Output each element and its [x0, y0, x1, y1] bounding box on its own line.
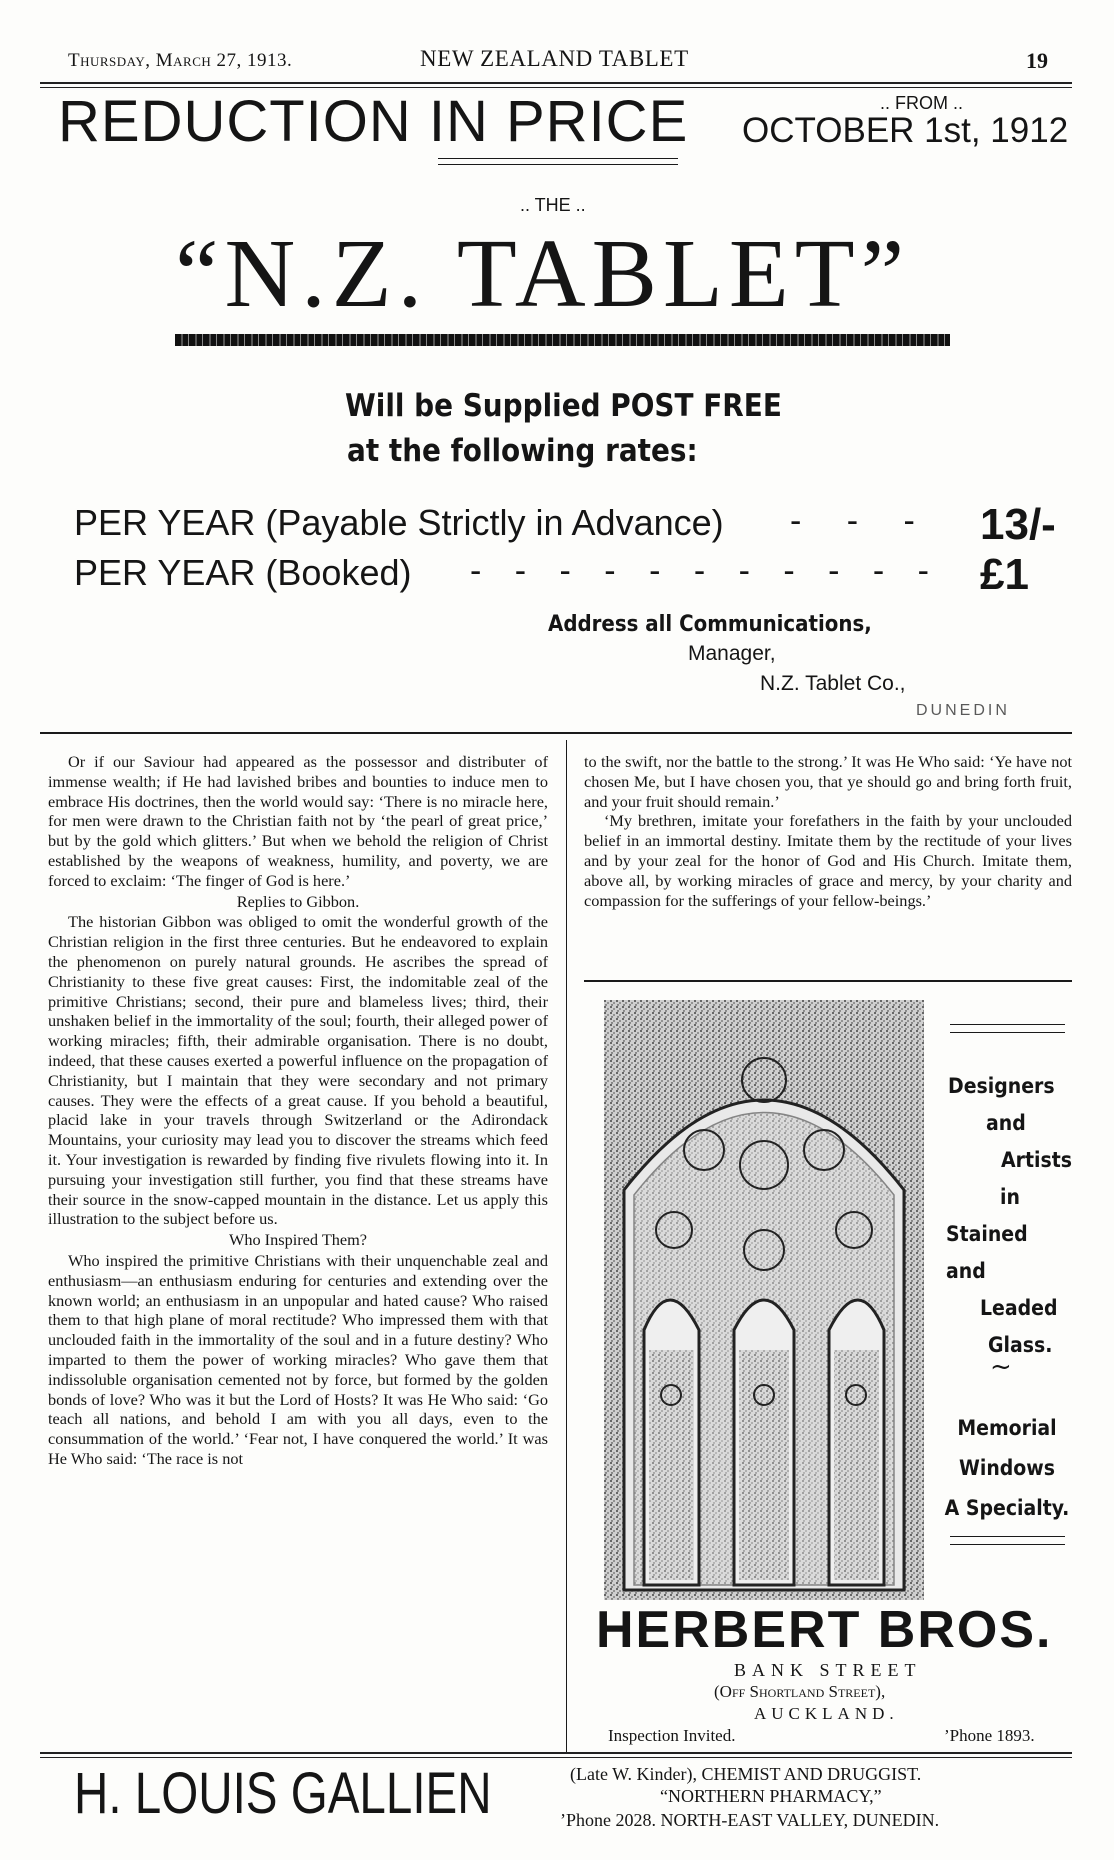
right-column-rule — [584, 980, 1072, 982]
article-subheading-inspired: Who Inspired Them? — [228, 1230, 368, 1250]
ad-side-rule — [950, 1024, 1065, 1025]
ad-specialty-line: Windows — [959, 1456, 1055, 1480]
gallien-name: H. LOUIS GALLIEN — [74, 1761, 492, 1826]
herbert-street: BANK STREET — [734, 1660, 922, 1680]
column-divider — [566, 740, 567, 1752]
ad-title-decorative-bar — [175, 334, 950, 346]
article-left-column — [48, 752, 548, 1469]
ad-headline-underline-2 — [438, 164, 678, 165]
rate-price-advance: 13/- — [980, 500, 1056, 549]
ad-service-line: Leaded — [980, 1296, 1058, 1320]
article-paragraph: Who inspired the primitive Christians with their unquenchable zeal and enthusiasm—an enthusiasm enduring for centuries and extending over the known world; an enthusiasm in an unpopular and hated cause? Who raised them to that high plane of moral rectitude? Who impressed them with that unclouded faith in the immortality of the soul and in a future destiny? Who imparted to them the power of working miracles? Who gave them that indissoluble organisation cemented not by force, but formed by the golden bonds of love? Who was it but the Lord of Hosts? It was He Who said: ‘Go teach all nations, and behold I am with you all days, even to the consummation of the world.’ ‘Fear not, I have conquered the world.’ It was He Who said: ‘The race is not — [48, 1250, 548, 1468]
herbert-city: AUCKLAND. — [754, 1704, 899, 1723]
ornament-flourish: ~ — [990, 1352, 1012, 1382]
ad-service-line: in — [1000, 1185, 1020, 1209]
section-rule-bottom — [40, 1752, 1072, 1758]
ad-supplied-line-2: at the following rates: — [347, 433, 698, 469]
stained-glass-window-illustration — [604, 1000, 924, 1600]
ad-services-list — [942, 1068, 1072, 1364]
herbert-phone: ’Phone 1893. — [944, 1726, 1035, 1745]
article-right-column — [584, 752, 1072, 910]
address-line-3: N.Z. Tablet Co., — [760, 672, 906, 695]
gallien-line-3: ’Phone 2028. NORTH-EAST VALLEY, DUNEDIN. — [560, 1810, 940, 1830]
ad-side-rule — [950, 1032, 1065, 1033]
header-date: Thursday, March 27, 1913. — [68, 50, 293, 71]
ad-from-date: OCTOBER 1st, 1912 — [742, 111, 1069, 150]
article-paragraph: to the swift, nor the battle to the strong.’ It was He Who said: ‘Ye have not chosen Me, but I have chosen you, that ye should go and bring forth fruit, and your fruit should remain.’ — [584, 752, 1072, 811]
address-line-4: DUNEDIN — [916, 702, 1010, 719]
ad-side-rule — [950, 1544, 1065, 1545]
ad-headline-underline — [438, 158, 678, 159]
ad-service-line: Glass. — [988, 1333, 1053, 1357]
ad-specialty-list — [942, 1408, 1072, 1528]
ad-the-label: .. THE .. — [520, 195, 586, 215]
rate-label-advance: PER YEAR (Payable Strictly in Advance) — [74, 502, 724, 543]
herbert-bros-name: HERBERT BROS. — [596, 1601, 1053, 1659]
address-line-1: Address all Communications, — [548, 612, 872, 637]
herbert-inspection: Inspection Invited. — [608, 1726, 736, 1745]
rate-price-booked: £1 — [980, 550, 1029, 599]
article-paragraph: ‘My brethren, imitate your forefathers in the faith by your unclouded belief in an immortal destiny. Imitate them by the rectitude of your lives and by your zeal for the honor of God and His Church. Imitate them, above all, by working miracles of grace and mercy, by your charity and compassion for the sufferings of your fellow-beings.’ — [584, 811, 1072, 910]
header-paper-name: NEW ZEALAND TABLET — [420, 46, 689, 71]
article-paragraph: Or if our Saviour had appeared as the possessor and distributer of immense wealth; if He had lavished bribes and bounties to induce men to embrace His doctrines, then the world would say: ‘There is no miracle here, for men were drawn to the Christian faith not by ‘the pearl of great price,’ but by the gold which glitters.’ But when we behold the religion of Christ established by the weapons of weakness, humility, and poverty, we are forced to exclaim: ‘The finger of God is here.’ — [48, 752, 548, 890]
ad-side-rule — [950, 1536, 1065, 1537]
rate-dots-booked: - - - - - - - - - - - — [470, 552, 942, 590]
article-paragraph: The historian Gibbon was obliged to omit the wonderful growth of the Christian religion in the first three centuries. But he endeavored to explain the phenomenon on purely natural grounds. He ascribes the spread of Christianity to these five great causes: First, the indomitable zeal of the primitive Christians; second, their pure and blameless lives; third, their unshaken belief in the immortality of the soul; fourth, their alleged power of working miracles; fifth, their admirable organisation. There is no doubt, indeed, that these causes exerted a powerful influence on the propagation of Christianity, but I maintain that they were secondary and not primary causes. They were the effects of a great cause. If you behold a beautiful, placid lake in your travels through Switzerland or the Adirondack Mountains, your curiosity may lead you to discover the streams which feed it. Your investigation is rewarded by finding five rivulets flowing into it. In pursuing your investigation still further, you find that these streams have their source in the snow-capped mountain in the distance. Let us apply this illustration to the subject before us. — [48, 912, 548, 1229]
herbert-off-street: (Off Shortland Street), — [714, 1682, 886, 1701]
ad-service-line: Stained and — [946, 1222, 1028, 1283]
ad-service-line: and — [986, 1111, 1026, 1135]
header-page-number: 19 — [1026, 48, 1048, 73]
ad-headline: REDUCTION IN PRICE — [58, 89, 689, 154]
ad-service-line: Artists — [1001, 1148, 1072, 1172]
ad-supplied-line-1: Will be Supplied POST FREE — [345, 388, 782, 424]
ad-paper-title: “N.Z. TABLET” — [175, 220, 911, 328]
ad-specialty-line: A Specialty. — [944, 1496, 1070, 1520]
address-line-2: Manager, — [688, 642, 776, 665]
gallien-line-2: “NORTHERN PHARMACY,” — [660, 1786, 882, 1806]
ad-service-line: Designers — [948, 1074, 1055, 1098]
section-rule-top — [40, 732, 1072, 734]
article-subheading-gibbon: Replies to Gibbon. — [236, 891, 360, 911]
ad-from-label: .. FROM .. — [880, 93, 963, 113]
gallien-line-1: (Late W. Kinder), CHEMIST AND DRUGGIST. — [570, 1764, 922, 1784]
ad-specialty-line: Memorial — [957, 1416, 1057, 1440]
rate-label-booked: PER YEAR (Booked) — [74, 552, 412, 593]
rate-dots-advance: - - - — [790, 502, 933, 540]
